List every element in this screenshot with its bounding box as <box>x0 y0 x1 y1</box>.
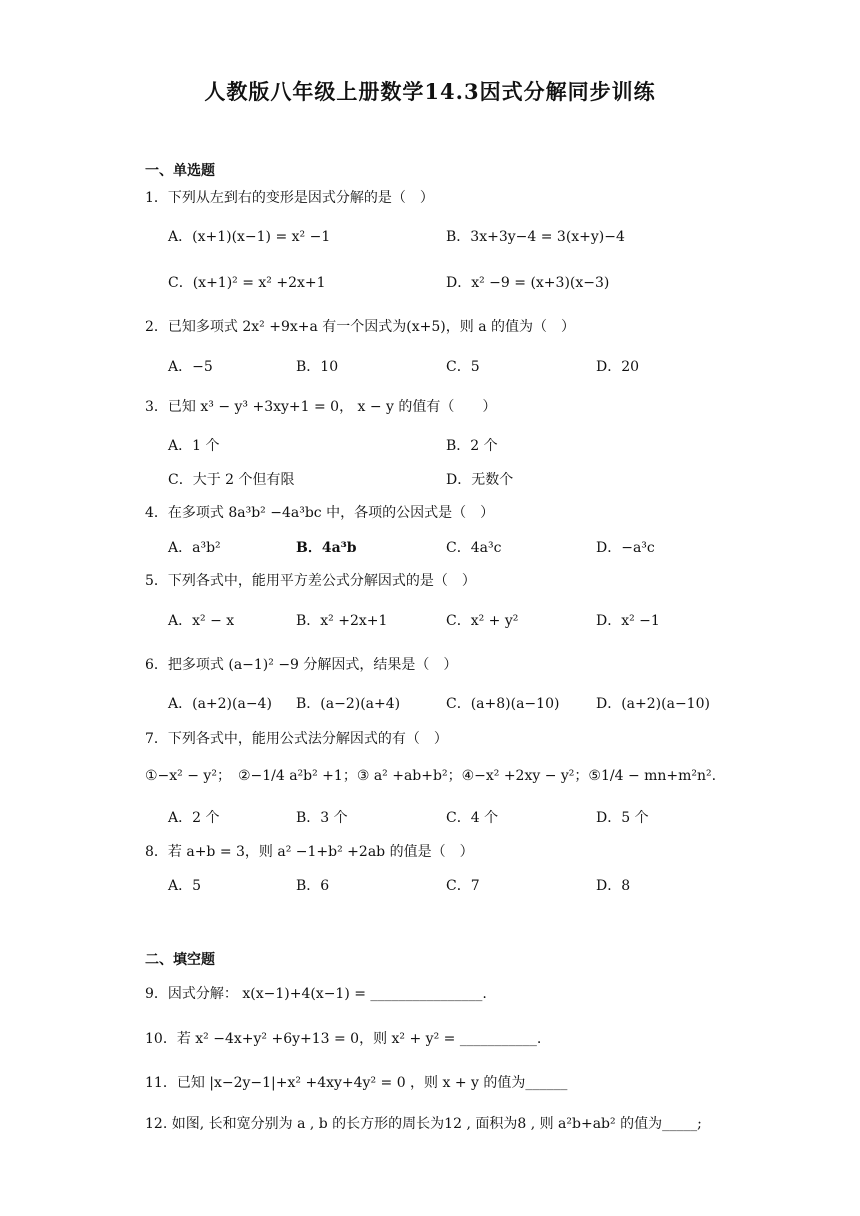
question-12: 12. 如图, 长和宽分别为 a , b 的长方形的周长为12 , 面积为8 , 则 a²b+ab² 的值为_____; <box>145 1116 702 1132</box>
question-8-stem: 8．若 a+b = 3，则 a² −1+b² +2ab 的值是（ ） <box>145 844 474 860</box>
question-1-option-c: C．(x+1)² = x² +2x+1 <box>168 275 326 291</box>
question-6-option-a: A．(a+2)(a−4) <box>168 696 272 712</box>
question-7-option-a: A．2 个 <box>168 810 220 826</box>
question-8-option-a: A．5 <box>168 878 202 894</box>
question-1-option-a: A．(x+1)(x−1) = x² −1 <box>168 229 331 245</box>
question-7-option-d: D．5 个 <box>596 810 649 826</box>
question-4-option-d: D．−a³c <box>596 540 655 556</box>
question-7-option-c: C．4 个 <box>446 810 499 826</box>
question-1-stem: 1．下列从左到右的变形是因式分解的是（ ） <box>145 190 434 206</box>
question-2-stem: 2．已知多项式 2x² +9x+a 有一个因式为(x+5)，则 a 的值为（ ） <box>145 319 575 335</box>
question-9: 9．因式分解： x(x−1)+4(x−1) = ________________. <box>145 986 487 1002</box>
question-6-option-d: D．(a+2)(a−10) <box>596 696 710 712</box>
question-8-option-b: B．6 <box>296 878 330 894</box>
question-4-option-a: A．a³b² <box>168 540 221 556</box>
document-title: 人教版八年级上册数学14.3因式分解同步训练 <box>204 79 656 104</box>
question-3-option-a: A．1 个 <box>168 438 220 454</box>
question-4-option-c: C．4a³c <box>446 540 502 556</box>
question-5-option-c: C．x² + y² <box>446 613 519 629</box>
question-7-option-b: B．3 个 <box>296 810 348 826</box>
question-7-items: ①−x² − y²； ②−1/4 a²b² +1；③ a² +ab+b²；④−x² +2xy − y²；⑤1/4 − mn+m²n². <box>145 768 717 784</box>
question-11: 11．已知 |x−2y−1|+x² +4xy+4y² = 0 ，则 x + y 的值为______ <box>145 1075 568 1091</box>
question-1-option-d: D．x² −9 = (x+3)(x−3) <box>446 275 610 291</box>
question-7-stem: 7．下列各式中，能用公式法分解因式的有（ ） <box>145 731 448 747</box>
question-3-stem: 3．已知 x³ − y³ +3xy+1 = 0， x − y 的值有（ ） <box>145 399 497 415</box>
question-2-option-b: B．10 <box>296 359 339 375</box>
question-5-option-b: B．x² +2x+1 <box>296 613 388 629</box>
question-6-option-c: C．(a+8)(a−10) <box>446 696 560 712</box>
question-6-stem: 6．把多项式 (a−1)² −9 分解因式，结果是（ ） <box>145 657 458 673</box>
section-heading-single-choice: 一、单选题 <box>145 163 215 179</box>
question-5-option-d: D．x² −1 <box>596 613 660 629</box>
question-4-option-b: B．4a³b <box>296 540 357 556</box>
question-3-option-b: B．2 个 <box>446 438 498 454</box>
question-5-stem: 5．下列各式中，能用平方差公式分解因式的是（ ） <box>145 573 476 589</box>
question-2-option-a: A．−5 <box>168 359 213 375</box>
question-2-option-d: D．20 <box>596 359 640 375</box>
question-8-option-c: C．7 <box>446 878 480 894</box>
question-5-option-a: A．x² − x <box>168 613 235 629</box>
question-8-option-d: D．8 <box>596 878 631 894</box>
question-3-option-c: C．大于 2 个但有限 <box>168 472 295 488</box>
question-3-option-d: D．无数个 <box>446 472 514 488</box>
question-10: 10．若 x² −4x+y² +6y+13 = 0，则 x² + y² = ___________. <box>145 1031 542 1047</box>
question-1-option-b: B．3x+3y−4 = 3(x+y)−4 <box>446 229 625 245</box>
section-heading-fill-in: 二、填空题 <box>145 952 215 968</box>
question-4-stem: 4．在多项式 8a³b² −4a³bc 中，各项的公因式是（ ） <box>145 505 495 521</box>
question-6-option-b: B．(a−2)(a+4) <box>296 696 401 712</box>
question-2-option-c: C．5 <box>446 359 480 375</box>
